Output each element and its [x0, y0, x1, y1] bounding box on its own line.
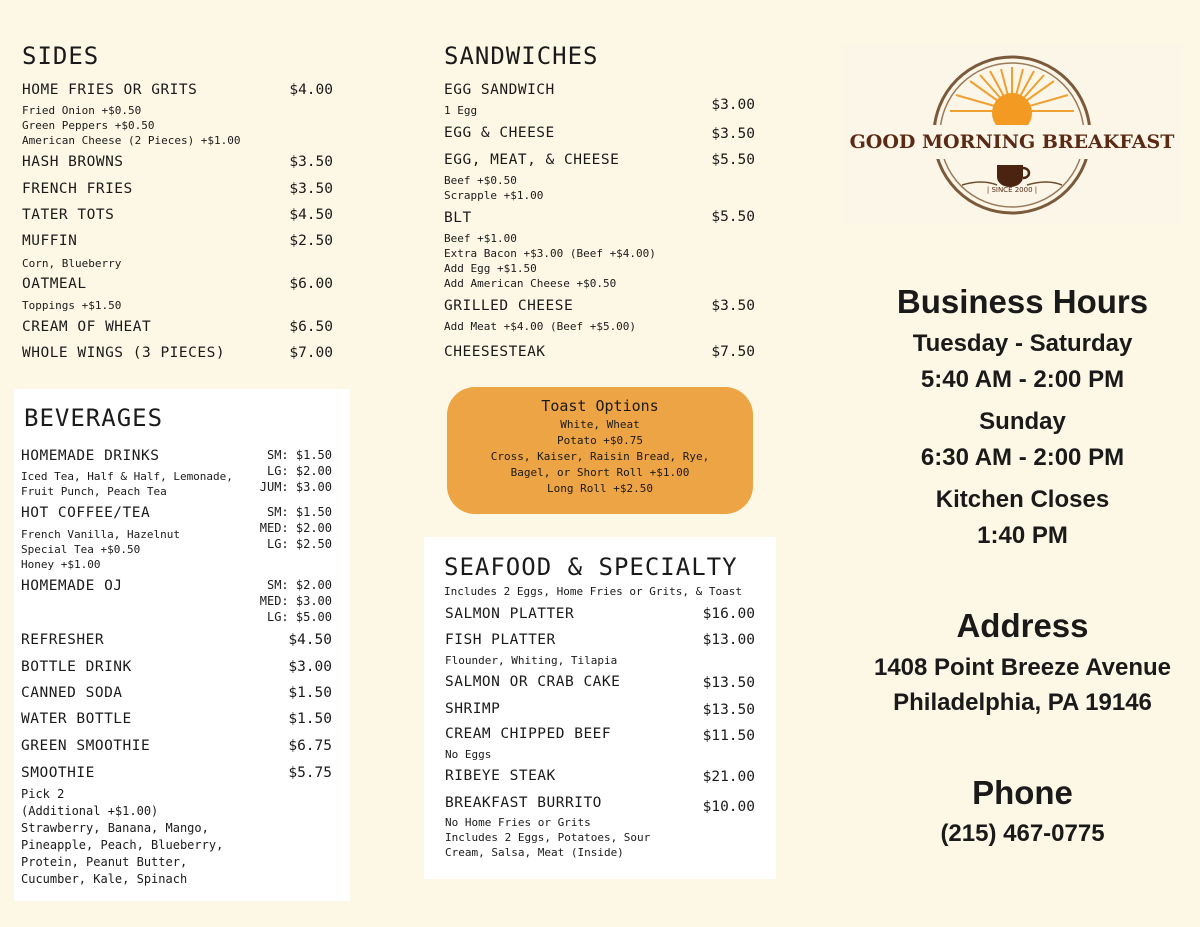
menu-item-price: $7.00	[289, 345, 333, 361]
menu-item-price: $4.50	[289, 207, 333, 223]
menu-item-name: GREEN SMOOTHIE	[21, 738, 151, 754]
menu-item-name: MUFFIN	[22, 233, 78, 249]
menu-item-price: $13.50	[702, 675, 755, 691]
menu-item-price: $6.00	[289, 276, 333, 292]
hours-time-1: 5:40 AM - 2:00 PM	[920, 366, 1125, 393]
menu-item-price: $3.50	[289, 154, 333, 170]
toast-options-box	[447, 387, 753, 514]
menu-item-note: Flounder, Whiting, Tilapia	[445, 654, 618, 667]
menu-item-note: Corn, Blueberry	[22, 257, 122, 270]
menu-item-name: BREAKFAST BURRITO	[445, 795, 602, 811]
menu-item-name: CHEESESTEAK	[444, 344, 546, 360]
menu-item-price: $3.00	[711, 97, 755, 113]
address-title: Address	[956, 607, 1089, 644]
hours-title: Business Hours	[896, 283, 1149, 320]
menu-item-note: Toppings +$1.50	[22, 299, 122, 312]
menu-item-price: $1.50	[288, 685, 332, 701]
size-price: MED: $2.00	[259, 521, 332, 535]
menu-item-note: Add Meat +$4.00 (Beef +$5.00)	[444, 320, 637, 333]
menu-item-name: EGG & CHEESE	[444, 125, 555, 141]
menu-item-name: TATER TOTS	[22, 207, 115, 223]
menu-item-name: WHOLE WINGS (3 PIECES)	[22, 345, 226, 361]
menu-item-note: No Eggs	[445, 748, 492, 761]
logo	[842, 45, 1182, 225]
toast-option-line: Cross, Kaiser, Raisin Bread, Rye,	[490, 450, 710, 463]
toast-option-line: White, Wheat	[560, 418, 640, 431]
menu-item-price: $3.50	[711, 126, 755, 142]
logo-since: | SINCE 2000 |	[986, 186, 1038, 194]
menu-item-note: Fried Onion +$0.50 Green Peppers +$0.50 American Cheese (2 Pieces) +$1.00	[22, 104, 241, 147]
size-price: LG: $2.50	[266, 537, 332, 551]
menu-item-name: RIBEYE STEAK	[445, 768, 556, 784]
menu-item-name: SALMON OR CRAB CAKE	[445, 674, 621, 690]
menu-item-note: 1 Egg	[444, 104, 478, 117]
menu-item-price: $3.50	[711, 298, 755, 314]
size-price: SM: $2.00	[266, 578, 332, 592]
toast-option-line: Bagel, or Short Roll +$1.00	[510, 466, 690, 479]
menu-item-price: $21.00	[702, 769, 755, 785]
menu-item-name: WATER BOTTLE	[21, 711, 132, 727]
menu-item-price: $3.50	[289, 181, 333, 197]
menu-item-note: Beef +$0.50 Scrapple +$1.00	[444, 174, 544, 202]
menu-item-name: BLT	[444, 210, 472, 226]
hours-days-2: Sunday	[979, 408, 1066, 435]
size-price: LG: $5.00	[266, 610, 332, 624]
toast-option-line: Potato +$0.75	[556, 434, 644, 447]
menu-item-name: FISH PLATTER	[445, 632, 556, 648]
menu-item-name: REFRESHER	[21, 632, 105, 648]
logo-name: GOOD MORNING BREAKFAST	[849, 131, 1175, 153]
menu-item-price: $11.50	[702, 728, 755, 744]
menu-item-name: EGG, MEAT, & CHEESE	[444, 152, 620, 168]
sides-title: SIDES	[22, 42, 100, 70]
address-line-2: Philadelphia, PA 19146	[893, 689, 1152, 716]
size-price: SM: $1.50	[266, 448, 332, 462]
size-price: JUM: $3.00	[259, 480, 332, 494]
address-line-1: 1408 Point Breeze Avenue	[873, 654, 1171, 681]
menu-item-name: EGG SANDWICH	[444, 82, 555, 98]
beverages-title: BEVERAGES	[24, 404, 164, 432]
menu-item-price: $4.00	[289, 82, 333, 98]
menu-item-name: SHRIMP	[445, 701, 501, 717]
menu-item-name: HASH BROWNS	[22, 154, 124, 170]
phone-title: Phone	[972, 774, 1073, 811]
menu-item-name: CANNED SODA	[21, 685, 123, 701]
menu-item-name: FRENCH FRIES	[22, 181, 133, 197]
menu-item-price: $13.00	[702, 632, 755, 648]
menu-item-price: $4.50	[288, 632, 332, 648]
menu-item-note: No Home Fries or Grits Includes 2 Eggs, Potatoes, Sour Cream, Salsa, Meat (Inside)	[445, 816, 651, 859]
menu-item-name: CREAM CHIPPED BEEF	[445, 726, 612, 742]
menu-item-note: Pick 2 (Additional +$1.00) Strawberry, Banana, Mango, Pineapple, Peach, Blueberry, Protein, Peanut Butter, Cucumber, Kale, Spinach	[21, 787, 224, 886]
menu-item-name: HOME FRIES OR GRITS	[22, 82, 198, 98]
menu-item-note: Iced Tea, Half & Half, Lemonade, Fruit Punch, Peach Tea	[21, 470, 233, 498]
menu-item-name: CREAM OF WHEAT	[22, 319, 152, 335]
menu-item-name: HOMEMADE OJ	[21, 578, 123, 594]
hours-days-1: Tuesday - Saturday	[912, 330, 1133, 357]
menu-item-name: GRILLED CHEESE	[444, 298, 574, 314]
menu-item-price: $6.75	[288, 738, 332, 754]
menu-item-note: French Vanilla, Hazelnut Special Tea +$0.50 Honey +$1.00	[21, 528, 180, 571]
toast-option-line: Long Roll +$2.50	[547, 482, 653, 495]
menu-item-name: OATMEAL	[22, 276, 87, 292]
seafood-title: SEAFOOD & SPECIALTY	[444, 553, 738, 581]
menu-item-name: SMOOTHIE	[21, 765, 95, 781]
size-price: MED: $3.00	[259, 594, 332, 608]
menu-item-name: SALMON PLATTER	[445, 606, 575, 622]
menu-item-name: HOMEMADE DRINKS	[21, 448, 160, 464]
kitchen-label: Kitchen Closes	[935, 486, 1110, 513]
size-price: LG: $2.00	[266, 464, 332, 478]
menu-item-name: HOT COFFEE/TEA	[21, 505, 151, 521]
menu-item-price: $1.50	[288, 711, 332, 727]
phone-number[interactable]: (215) 467-0775	[940, 820, 1105, 847]
menu-item-price: $5.50	[711, 209, 755, 225]
menu-item-price: $6.50	[289, 319, 333, 335]
menu-item-price: $5.50	[711, 152, 755, 168]
menu-item-note: Beef +$1.00 Extra Bacon +$3.00 (Beef +$4.00) Add Egg +$1.50 Add American Cheese +$0.50	[444, 232, 656, 290]
sandwiches-title: SANDWICHES	[444, 42, 599, 70]
menu-item-price: $3.00	[288, 659, 332, 675]
kitchen-time: 1:40 PM	[977, 522, 1068, 549]
menu-item-price: $7.50	[711, 344, 755, 360]
seafood-subtitle: Includes 2 Eggs, Home Fries or Grits, & Toast	[444, 585, 743, 598]
size-price: SM: $1.50	[266, 505, 332, 519]
menu-item-price: $13.50	[702, 702, 755, 718]
menu-item-price: $5.75	[288, 765, 332, 781]
menu-item-price: $16.00	[702, 606, 755, 622]
toast-options-title: Toast Options	[541, 397, 659, 415]
hours-time-2: 6:30 AM - 2:00 PM	[920, 444, 1125, 471]
menu-item-name: BOTTLE DRINK	[21, 659, 132, 675]
menu-item-price: $2.50	[289, 233, 333, 249]
menu-item-price: $10.00	[702, 799, 755, 815]
